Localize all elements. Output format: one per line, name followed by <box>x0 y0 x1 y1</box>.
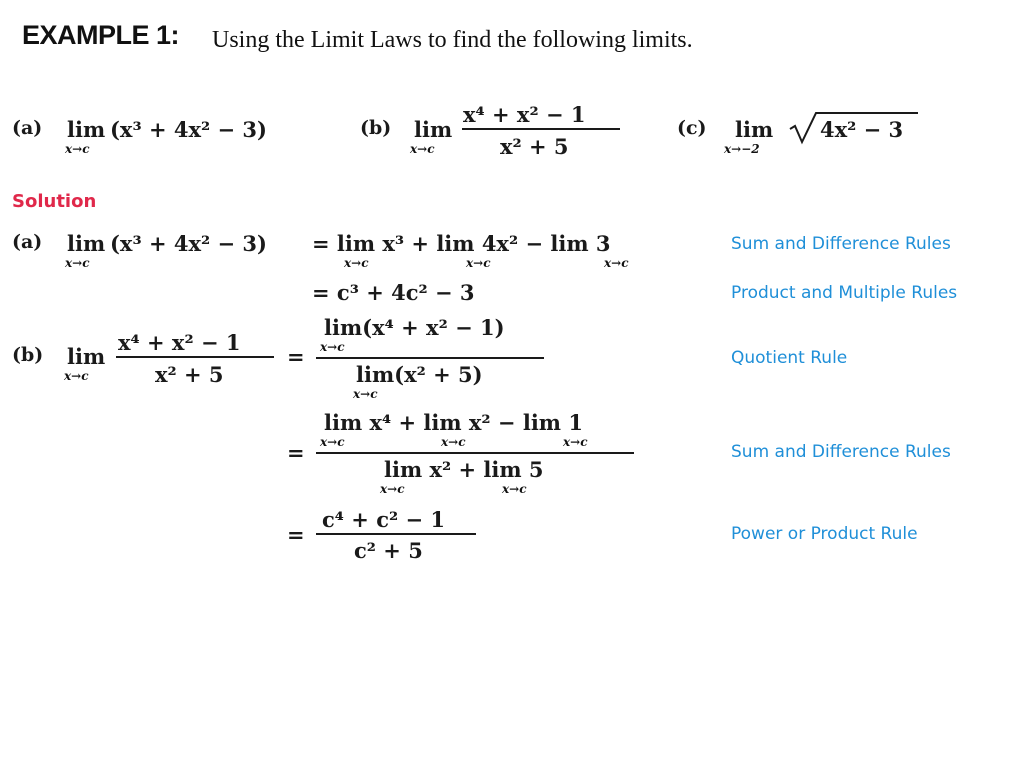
solution-b-denominator: x² + 5 <box>155 362 224 387</box>
solution-b-fraction-bar <box>116 356 274 358</box>
problem-b-label: (b) <box>360 117 392 139</box>
problem-c-label: (c) <box>677 117 707 139</box>
step2-fraction-bar <box>316 452 634 454</box>
step1-num-sub: x→c <box>320 340 345 354</box>
step3-fraction-bar <box>316 533 476 535</box>
step2-denominator: lim x² + lim 5 <box>384 457 544 482</box>
problem-b-denominator: x² + 5 <box>500 134 569 159</box>
problem-a-label: (a) <box>12 117 43 139</box>
step1-numerator: lim(x⁴ + x² − 1) <box>324 315 505 340</box>
problem-a-lim: lim <box>67 117 106 142</box>
step2-den-sub-1: x→c <box>380 482 405 496</box>
solution-a-sub-2: x→c <box>466 256 491 270</box>
step2-num-sub-1: x→c <box>320 435 345 449</box>
solution-a-line1-rhs: = lim x³ + lim 4x² − lim 3 <box>312 231 611 256</box>
solution-a-label: (a) <box>12 231 43 253</box>
rule-sum-difference-2: Sum and Difference Rules <box>731 442 951 462</box>
example-title: EXAMPLE 1: <box>22 20 180 50</box>
step2-num-sub-3: x→c <box>563 435 588 449</box>
step2-numerator: lim x⁴ + lim x² − lim 1 <box>324 410 583 435</box>
rule-quotient: Quotient Rule <box>731 348 848 368</box>
problem-c-sub: x→−2 <box>724 142 760 156</box>
step1-denominator: lim(x² + 5) <box>356 362 483 387</box>
problem-b-lim: lim <box>414 117 453 142</box>
step2-num-sub-2: x→c <box>441 435 466 449</box>
step1-den-sub: x→c <box>353 387 378 401</box>
example-subtitle: Using the Limit Laws to find the following limits. <box>212 27 693 53</box>
solution-b-equals-1: = <box>287 344 305 369</box>
solution-b-sub: x→c <box>64 369 89 383</box>
step1-fraction-bar <box>316 357 544 359</box>
solution-a-line2: = c³ + 4c² − 3 <box>312 280 475 305</box>
solution-a-expr: (x³ + 4x² − 3) <box>110 231 267 256</box>
problem-a-expr: (x³ + 4x² − 3) <box>110 117 267 142</box>
solution-a-sub: x→c <box>65 256 90 270</box>
solution-a-sub-3: x→c <box>604 256 629 270</box>
solution-heading: Solution <box>12 191 97 212</box>
solution-b-equals-3: = <box>287 522 305 547</box>
solution-a-lim: lim <box>67 231 106 256</box>
solution-a-sub-1: x→c <box>344 256 369 270</box>
problem-a-sub: x→c <box>65 142 90 156</box>
solution-b-numerator: x⁴ + x² − 1 <box>118 330 241 355</box>
rule-sum-difference-1: Sum and Difference Rules <box>731 234 951 254</box>
rule-power-product: Power or Product Rule <box>731 524 918 544</box>
problem-b-numerator: x⁴ + x² − 1 <box>463 102 586 127</box>
step3-numerator: c⁴ + c² − 1 <box>322 507 446 532</box>
step2-den-sub-2: x→c <box>502 482 527 496</box>
problem-b-fraction-bar <box>462 128 620 130</box>
problem-c-expr: 4x² − 3 <box>820 117 904 142</box>
rule-product-multiple: Product and Multiple Rules <box>731 283 958 303</box>
problem-c-lim: lim <box>735 117 774 142</box>
solution-b-label: (b) <box>12 344 44 366</box>
problem-b-sub: x→c <box>410 142 435 156</box>
step3-denominator: c² + 5 <box>354 538 423 563</box>
solution-b-lim: lim <box>67 344 106 369</box>
solution-b-equals-2: = <box>287 440 305 465</box>
